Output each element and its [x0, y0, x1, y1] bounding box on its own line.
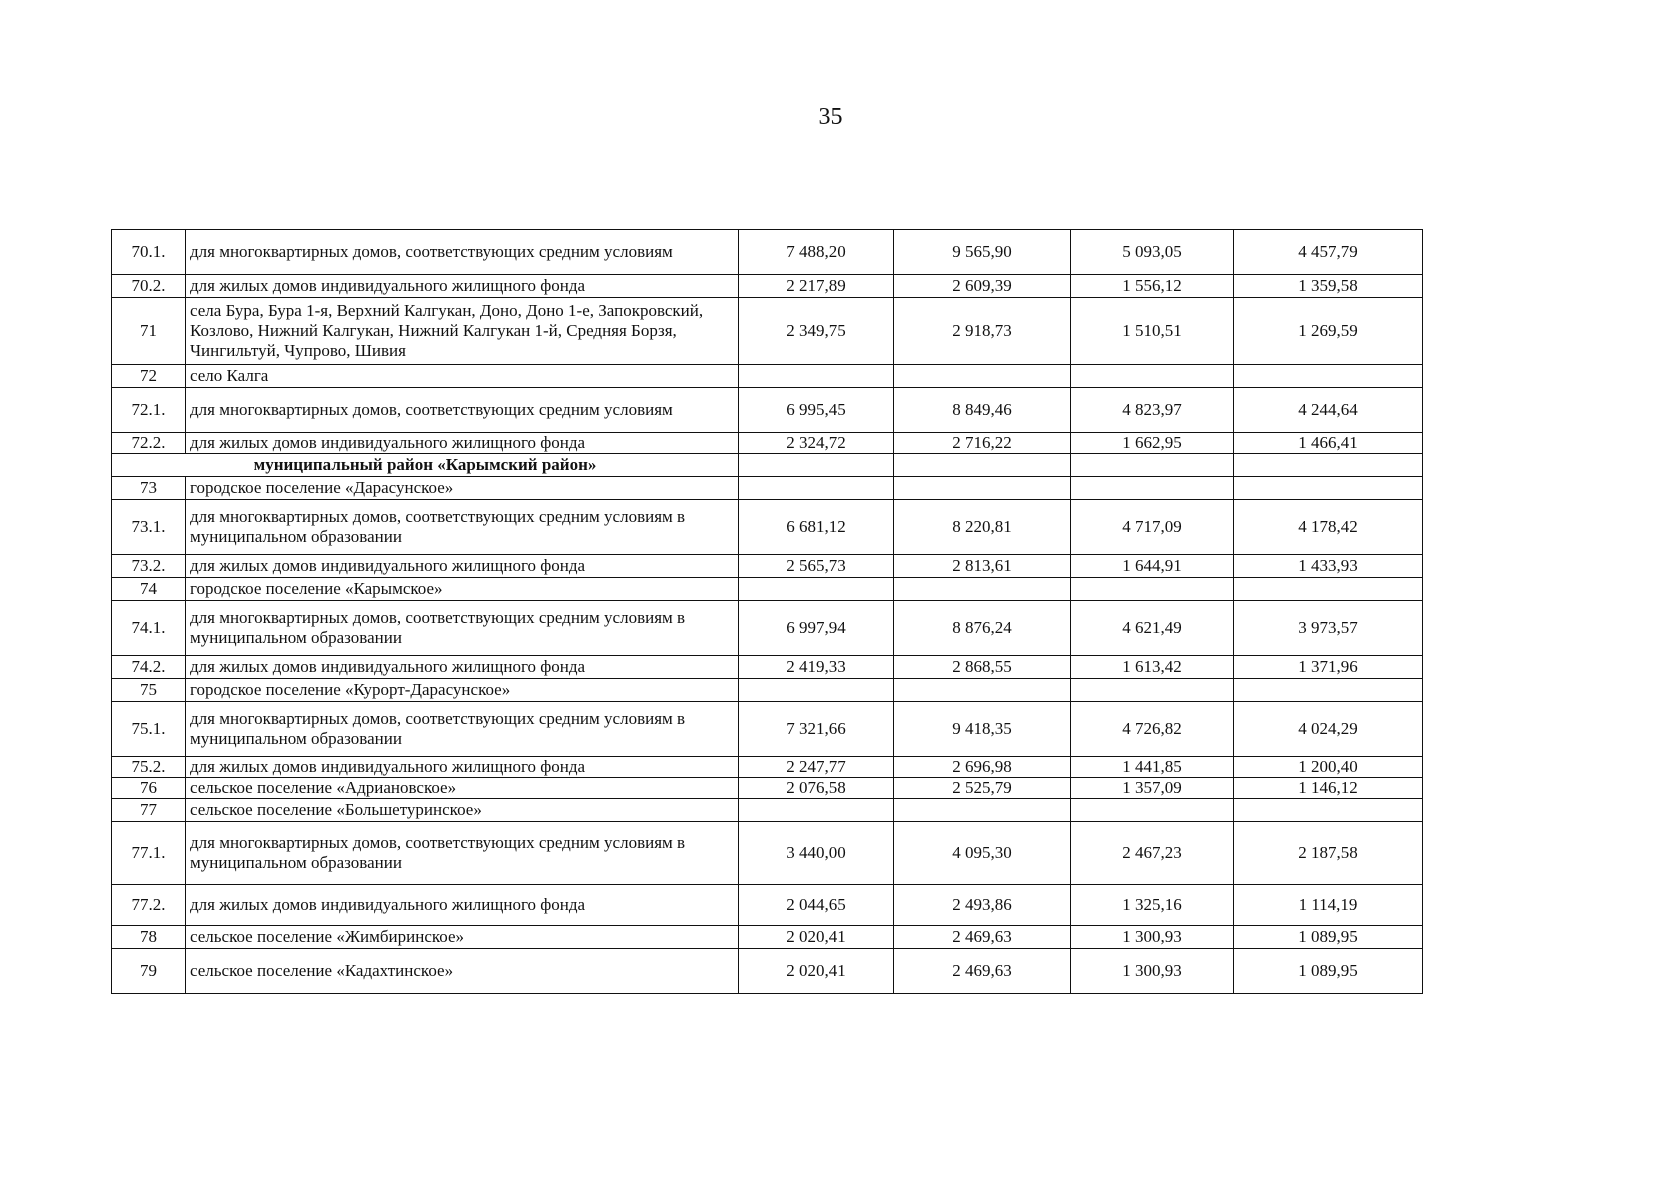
value-cell-2: 9 418,35 — [894, 702, 1071, 757]
value-cell-2: 2 525,79 — [894, 778, 1071, 799]
value-cell-3 — [1071, 365, 1234, 388]
value-cell-4 — [1234, 799, 1423, 822]
value-cell-3: 1 441,85 — [1071, 757, 1234, 778]
row-number: 70.1. — [112, 230, 186, 275]
row-name: село Калга — [186, 365, 739, 388]
table-row — [112, 388, 1423, 433]
value-cell-4: 1 089,95 — [1234, 949, 1423, 994]
value-cell-2: 2 813,61 — [894, 555, 1071, 578]
value-cell-2: 2 868,55 — [894, 656, 1071, 679]
section-header-row — [112, 454, 1423, 477]
value-cell-4: 1 269,59 — [1234, 298, 1423, 365]
row-name: для многоквартирных домов, соответствующих средним условиям — [186, 230, 739, 275]
row-number: 75.1. — [112, 702, 186, 757]
page-number: 35 — [818, 104, 843, 130]
table-row — [112, 926, 1423, 949]
row-number: 74 — [112, 578, 186, 601]
empty-cell — [1071, 454, 1234, 477]
table-row — [112, 822, 1423, 885]
value-cell-4 — [1234, 578, 1423, 601]
table-row — [112, 757, 1423, 778]
row-number: 77.2. — [112, 885, 186, 926]
value-cell-3: 4 726,82 — [1071, 702, 1234, 757]
table-row — [112, 298, 1423, 365]
value-cell-4: 1 466,41 — [1234, 433, 1423, 454]
value-cell-3: 1 300,93 — [1071, 926, 1234, 949]
section-title: муниципальный район «Карымский район» — [112, 454, 739, 477]
row-name: сельское поселение «Большетуринское» — [186, 799, 739, 822]
table-row — [112, 477, 1423, 500]
row-number: 75.2. — [112, 757, 186, 778]
table-row — [112, 601, 1423, 656]
table-row — [112, 778, 1423, 799]
table-row — [112, 885, 1423, 926]
row-number: 78 — [112, 926, 186, 949]
row-number: 74.1. — [112, 601, 186, 656]
row-number: 72.2. — [112, 433, 186, 454]
table-row — [112, 578, 1423, 601]
value-cell-3: 4 717,09 — [1071, 500, 1234, 555]
row-name: для жилых домов индивидуального жилищного фонда — [186, 885, 739, 926]
value-cell-2 — [894, 578, 1071, 601]
value-cell-1: 3 440,00 — [739, 822, 894, 885]
value-cell-4: 3 973,57 — [1234, 601, 1423, 656]
value-cell-1 — [739, 799, 894, 822]
value-cell-2: 8 220,81 — [894, 500, 1071, 555]
value-cell-1: 6 997,94 — [739, 601, 894, 656]
row-name: для жилых домов индивидуального жилищного фонда — [186, 275, 739, 298]
row-name: села Бура, Бура 1-я, Верхний Калгукан, Доно, Доно 1-е, Запокровский, Козлово, Нижний Калгукан, Нижний Калгукан 1-й, Средняя Борзя, Чингильтуй, Чупрово, Шивия — [186, 298, 739, 365]
value-cell-1: 7 488,20 — [739, 230, 894, 275]
value-cell-2: 2 469,63 — [894, 949, 1071, 994]
value-cell-2 — [894, 477, 1071, 500]
row-number: 70.2. — [112, 275, 186, 298]
value-cell-3 — [1071, 799, 1234, 822]
value-cell-2: 2 469,63 — [894, 926, 1071, 949]
row-number: 73.1. — [112, 500, 186, 555]
row-name: для многоквартирных домов, соответствующих средним условиям в муниципальном образовании — [186, 702, 739, 757]
table-row — [112, 230, 1423, 275]
value-cell-2: 4 095,30 — [894, 822, 1071, 885]
row-name: для многоквартирных домов, соответствующих средним условиям — [186, 388, 739, 433]
empty-cell — [894, 454, 1071, 477]
value-cell-4: 2 187,58 — [1234, 822, 1423, 885]
value-cell-3: 4 621,49 — [1071, 601, 1234, 656]
table-row — [112, 365, 1423, 388]
value-cell-4: 4 457,79 — [1234, 230, 1423, 275]
row-name: для жилых домов индивидуального жилищного фонда — [186, 555, 739, 578]
value-cell-1: 6 681,12 — [739, 500, 894, 555]
tariff-table-body — [112, 230, 1423, 994]
value-cell-3 — [1071, 679, 1234, 702]
row-name: городское поселение «Карымское» — [186, 578, 739, 601]
value-cell-3: 1 357,09 — [1071, 778, 1234, 799]
row-number: 73 — [112, 477, 186, 500]
row-name: для многоквартирных домов, соответствующих средним условиям в муниципальном образовании — [186, 500, 739, 555]
value-cell-1 — [739, 679, 894, 702]
value-cell-3: 1 613,42 — [1071, 656, 1234, 679]
value-cell-4: 1 146,12 — [1234, 778, 1423, 799]
row-number: 77.1. — [112, 822, 186, 885]
table-row — [112, 656, 1423, 679]
value-cell-4: 4 024,29 — [1234, 702, 1423, 757]
row-number: 71 — [112, 298, 186, 365]
row-name: городское поселение «Курорт-Дарасунское» — [186, 679, 739, 702]
table-row — [112, 500, 1423, 555]
row-number: 72.1. — [112, 388, 186, 433]
value-cell-4: 1 089,95 — [1234, 926, 1423, 949]
value-cell-3: 4 823,97 — [1071, 388, 1234, 433]
row-name: для жилых домов индивидуального жилищного фонда — [186, 757, 739, 778]
empty-cell — [1234, 454, 1423, 477]
value-cell-3: 1 300,93 — [1071, 949, 1234, 994]
row-number: 73.2. — [112, 555, 186, 578]
value-cell-1 — [739, 578, 894, 601]
value-cell-2: 2 696,98 — [894, 757, 1071, 778]
value-cell-2: 2 918,73 — [894, 298, 1071, 365]
row-name: сельское поселение «Жимбиринское» — [186, 926, 739, 949]
value-cell-4: 1 359,58 — [1234, 275, 1423, 298]
value-cell-4: 1 200,40 — [1234, 757, 1423, 778]
table-row — [112, 433, 1423, 454]
row-name: для жилых домов индивидуального жилищного фонда — [186, 656, 739, 679]
value-cell-2: 2 493,86 — [894, 885, 1071, 926]
value-cell-1: 2 419,33 — [739, 656, 894, 679]
table-row — [112, 555, 1423, 578]
row-number: 76 — [112, 778, 186, 799]
value-cell-1: 2 020,41 — [739, 926, 894, 949]
value-cell-1: 2 217,89 — [739, 275, 894, 298]
value-cell-3: 1 510,51 — [1071, 298, 1234, 365]
value-cell-4: 1 433,93 — [1234, 555, 1423, 578]
empty-cell — [739, 454, 894, 477]
value-cell-1: 7 321,66 — [739, 702, 894, 757]
value-cell-3: 1 556,12 — [1071, 275, 1234, 298]
row-number: 77 — [112, 799, 186, 822]
value-cell-2: 2 716,22 — [894, 433, 1071, 454]
value-cell-2: 9 565,90 — [894, 230, 1071, 275]
table-row — [112, 799, 1423, 822]
row-name: для многоквартирных домов, соответствующих средним условиям в муниципальном образовании — [186, 601, 739, 656]
value-cell-4: 4 178,42 — [1234, 500, 1423, 555]
value-cell-4 — [1234, 365, 1423, 388]
value-cell-2: 8 849,46 — [894, 388, 1071, 433]
value-cell-1 — [739, 365, 894, 388]
row-name: городское поселение «Дарасунское» — [186, 477, 739, 500]
table-row — [112, 949, 1423, 994]
table-row — [112, 275, 1423, 298]
table-row — [112, 702, 1423, 757]
row-name: для многоквартирных домов, соответствующих средним условиям в муниципальном образовании — [186, 822, 739, 885]
value-cell-1: 2 247,77 — [739, 757, 894, 778]
value-cell-1: 2 565,73 — [739, 555, 894, 578]
row-name: для жилых домов индивидуального жилищного фонда — [186, 433, 739, 454]
row-number: 79 — [112, 949, 186, 994]
value-cell-2 — [894, 679, 1071, 702]
value-cell-3: 1 644,91 — [1071, 555, 1234, 578]
value-cell-1: 2 349,75 — [739, 298, 894, 365]
value-cell-4: 4 244,64 — [1234, 388, 1423, 433]
value-cell-3 — [1071, 578, 1234, 601]
value-cell-3 — [1071, 477, 1234, 500]
value-cell-1: 2 044,65 — [739, 885, 894, 926]
value-cell-3: 1 325,16 — [1071, 885, 1234, 926]
value-cell-1: 2 324,72 — [739, 433, 894, 454]
value-cell-2: 8 876,24 — [894, 601, 1071, 656]
value-cell-1: 2 020,41 — [739, 949, 894, 994]
value-cell-2: 2 609,39 — [894, 275, 1071, 298]
row-number: 74.2. — [112, 656, 186, 679]
value-cell-1: 2 076,58 — [739, 778, 894, 799]
row-number: 72 — [112, 365, 186, 388]
value-cell-1: 6 995,45 — [739, 388, 894, 433]
table-row — [112, 679, 1423, 702]
tariff-table — [111, 229, 1423, 994]
value-cell-3: 2 467,23 — [1071, 822, 1234, 885]
value-cell-4 — [1234, 477, 1423, 500]
row-name: сельское поселение «Адриановское» — [186, 778, 739, 799]
row-name: сельское поселение «Кадахтинское» — [186, 949, 739, 994]
value-cell-4: 1 114,19 — [1234, 885, 1423, 926]
row-number: 75 — [112, 679, 186, 702]
value-cell-4 — [1234, 679, 1423, 702]
value-cell-3: 5 093,05 — [1071, 230, 1234, 275]
value-cell-1 — [739, 477, 894, 500]
value-cell-4: 1 371,96 — [1234, 656, 1423, 679]
value-cell-3: 1 662,95 — [1071, 433, 1234, 454]
value-cell-2 — [894, 365, 1071, 388]
value-cell-2 — [894, 799, 1071, 822]
